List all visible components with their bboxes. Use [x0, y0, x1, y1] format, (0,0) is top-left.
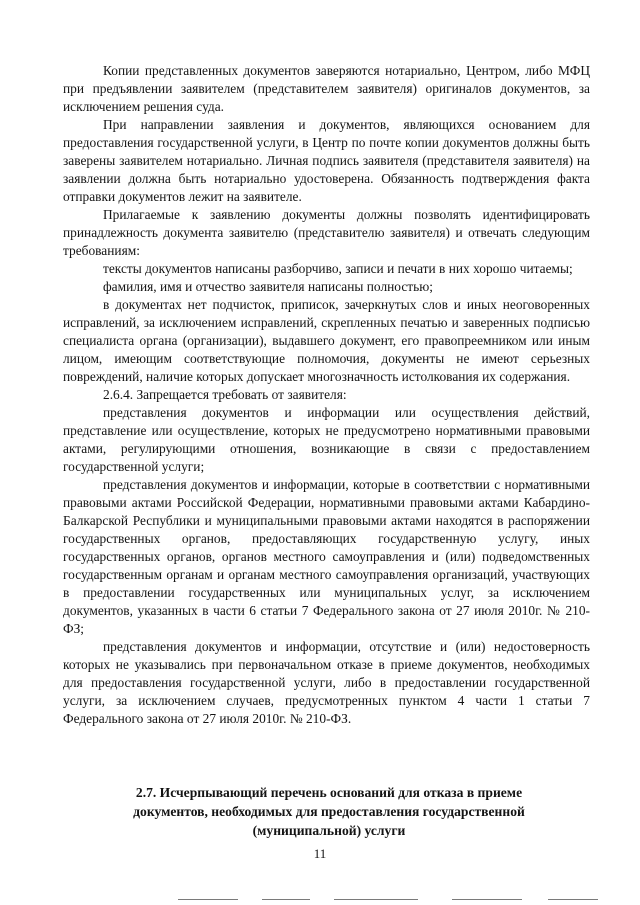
- prohibition-item-1: представления документов и информации или осуществления действий, представление или осуществление, которых не предусмотрено нормативными правовыми актами, регулирующими отношения, возникающие в связи с предоставлением государственной услуги;: [63, 405, 590, 474]
- heading-line-1: 2.7. Исчерпывающий перечень оснований для отказа в приеме: [135, 785, 523, 800]
- paragraph-attached-documents: Прилагаемые к заявлению документы должны позволять идентифицировать принадлежность документа заявителю (представителю заявителя) и отвечать следующим требованиям:: [63, 207, 590, 258]
- scan-artifact-line: [262, 899, 310, 900]
- prohibition-item-3: представления документов и информации, отсутствие и (или) недостоверность которых не указывались при первоначальном отказе в приеме документов, необходимых для предоставления государственной услуги, либо в предоставлении государственной услуги, за исключением случаев, предусмотренных пунктом 4 части 1 статьи 7 Федерального закона от 27 июля 2010г. № 210-ФЗ.: [63, 639, 590, 726]
- scan-artifact-line: [548, 899, 598, 900]
- requirement-no-corrections: в документах нет подчисток, приписок, зачеркнутых слов и иных неоговоренных исправлений, за исключением исправлений, скрепленных печатью и заверенных подписью специалиста органа (организации), выдавшего документ, его правопреемником или иным лицом, имеющим соответствующие полномочия, документы не имеют серьезных повреждений, наличие которых допускает многозначность истолкования их содержания.: [63, 297, 590, 384]
- section-2-6-4-title: 2.6.4. Запрещается требовать от заявителя:: [103, 387, 347, 402]
- scan-artifact-line: [334, 899, 418, 900]
- requirement-full-name: фамилия, имя и отчество заявителя написаны полностью;: [103, 279, 433, 294]
- paragraph-postal-submission: При направлении заявления и документов, являющихся основанием для предоставления государственной услуги, в Центр по почте копии документов должны быть заверены заявителем нотариально. Личная подпись заявителя (представителя заявителя) на заявлении должна быть нотариально удостоверена. Обязанность подтверждения факта отправки документов лежит на заявителе.: [63, 117, 590, 204]
- heading-line-2: документов, необходимых для предоставления государственной: [133, 804, 525, 819]
- scan-artifact-line: [452, 899, 522, 900]
- heading-line-3: (муниципальной) услуги: [252, 823, 406, 838]
- requirement-legible: тексты документов написаны разборчиво, записи и печати в них хорошо читаемы;: [103, 261, 573, 276]
- prohibition-item-2: представления документов и информации, которые в соответствии с нормативными правовыми актами Российской Федерации, нормативными правовыми актами Кабардино-Балкарской Республики и муниципальными правовыми актами находятся в распоряжении государственных органов, предоставляющих государственную услугу, иных государственных органов, органов местного самоуправления и (или) подведомственных государственным органам и органам местного самоуправления организаций, участвующих в предоставлении государственных или муниципальных услуг, за исключением документов, указанных в части 6 статьи 7 Федерального закона от 27 июля 2010г. № 210-ФЗ;: [63, 477, 590, 636]
- scan-artifact-line: [178, 899, 238, 900]
- paragraph-copies-certification: Копии представленных документов заверяются нотариально, Центром, либо МФЦ при предъявлении заявителем (представителем заявителя) оригиналов документов, за исключением решения суда.: [63, 63, 590, 114]
- section-2-7-heading: [88, 783, 570, 840]
- document-body: [63, 62, 590, 728]
- page-number: 11: [313, 846, 327, 861]
